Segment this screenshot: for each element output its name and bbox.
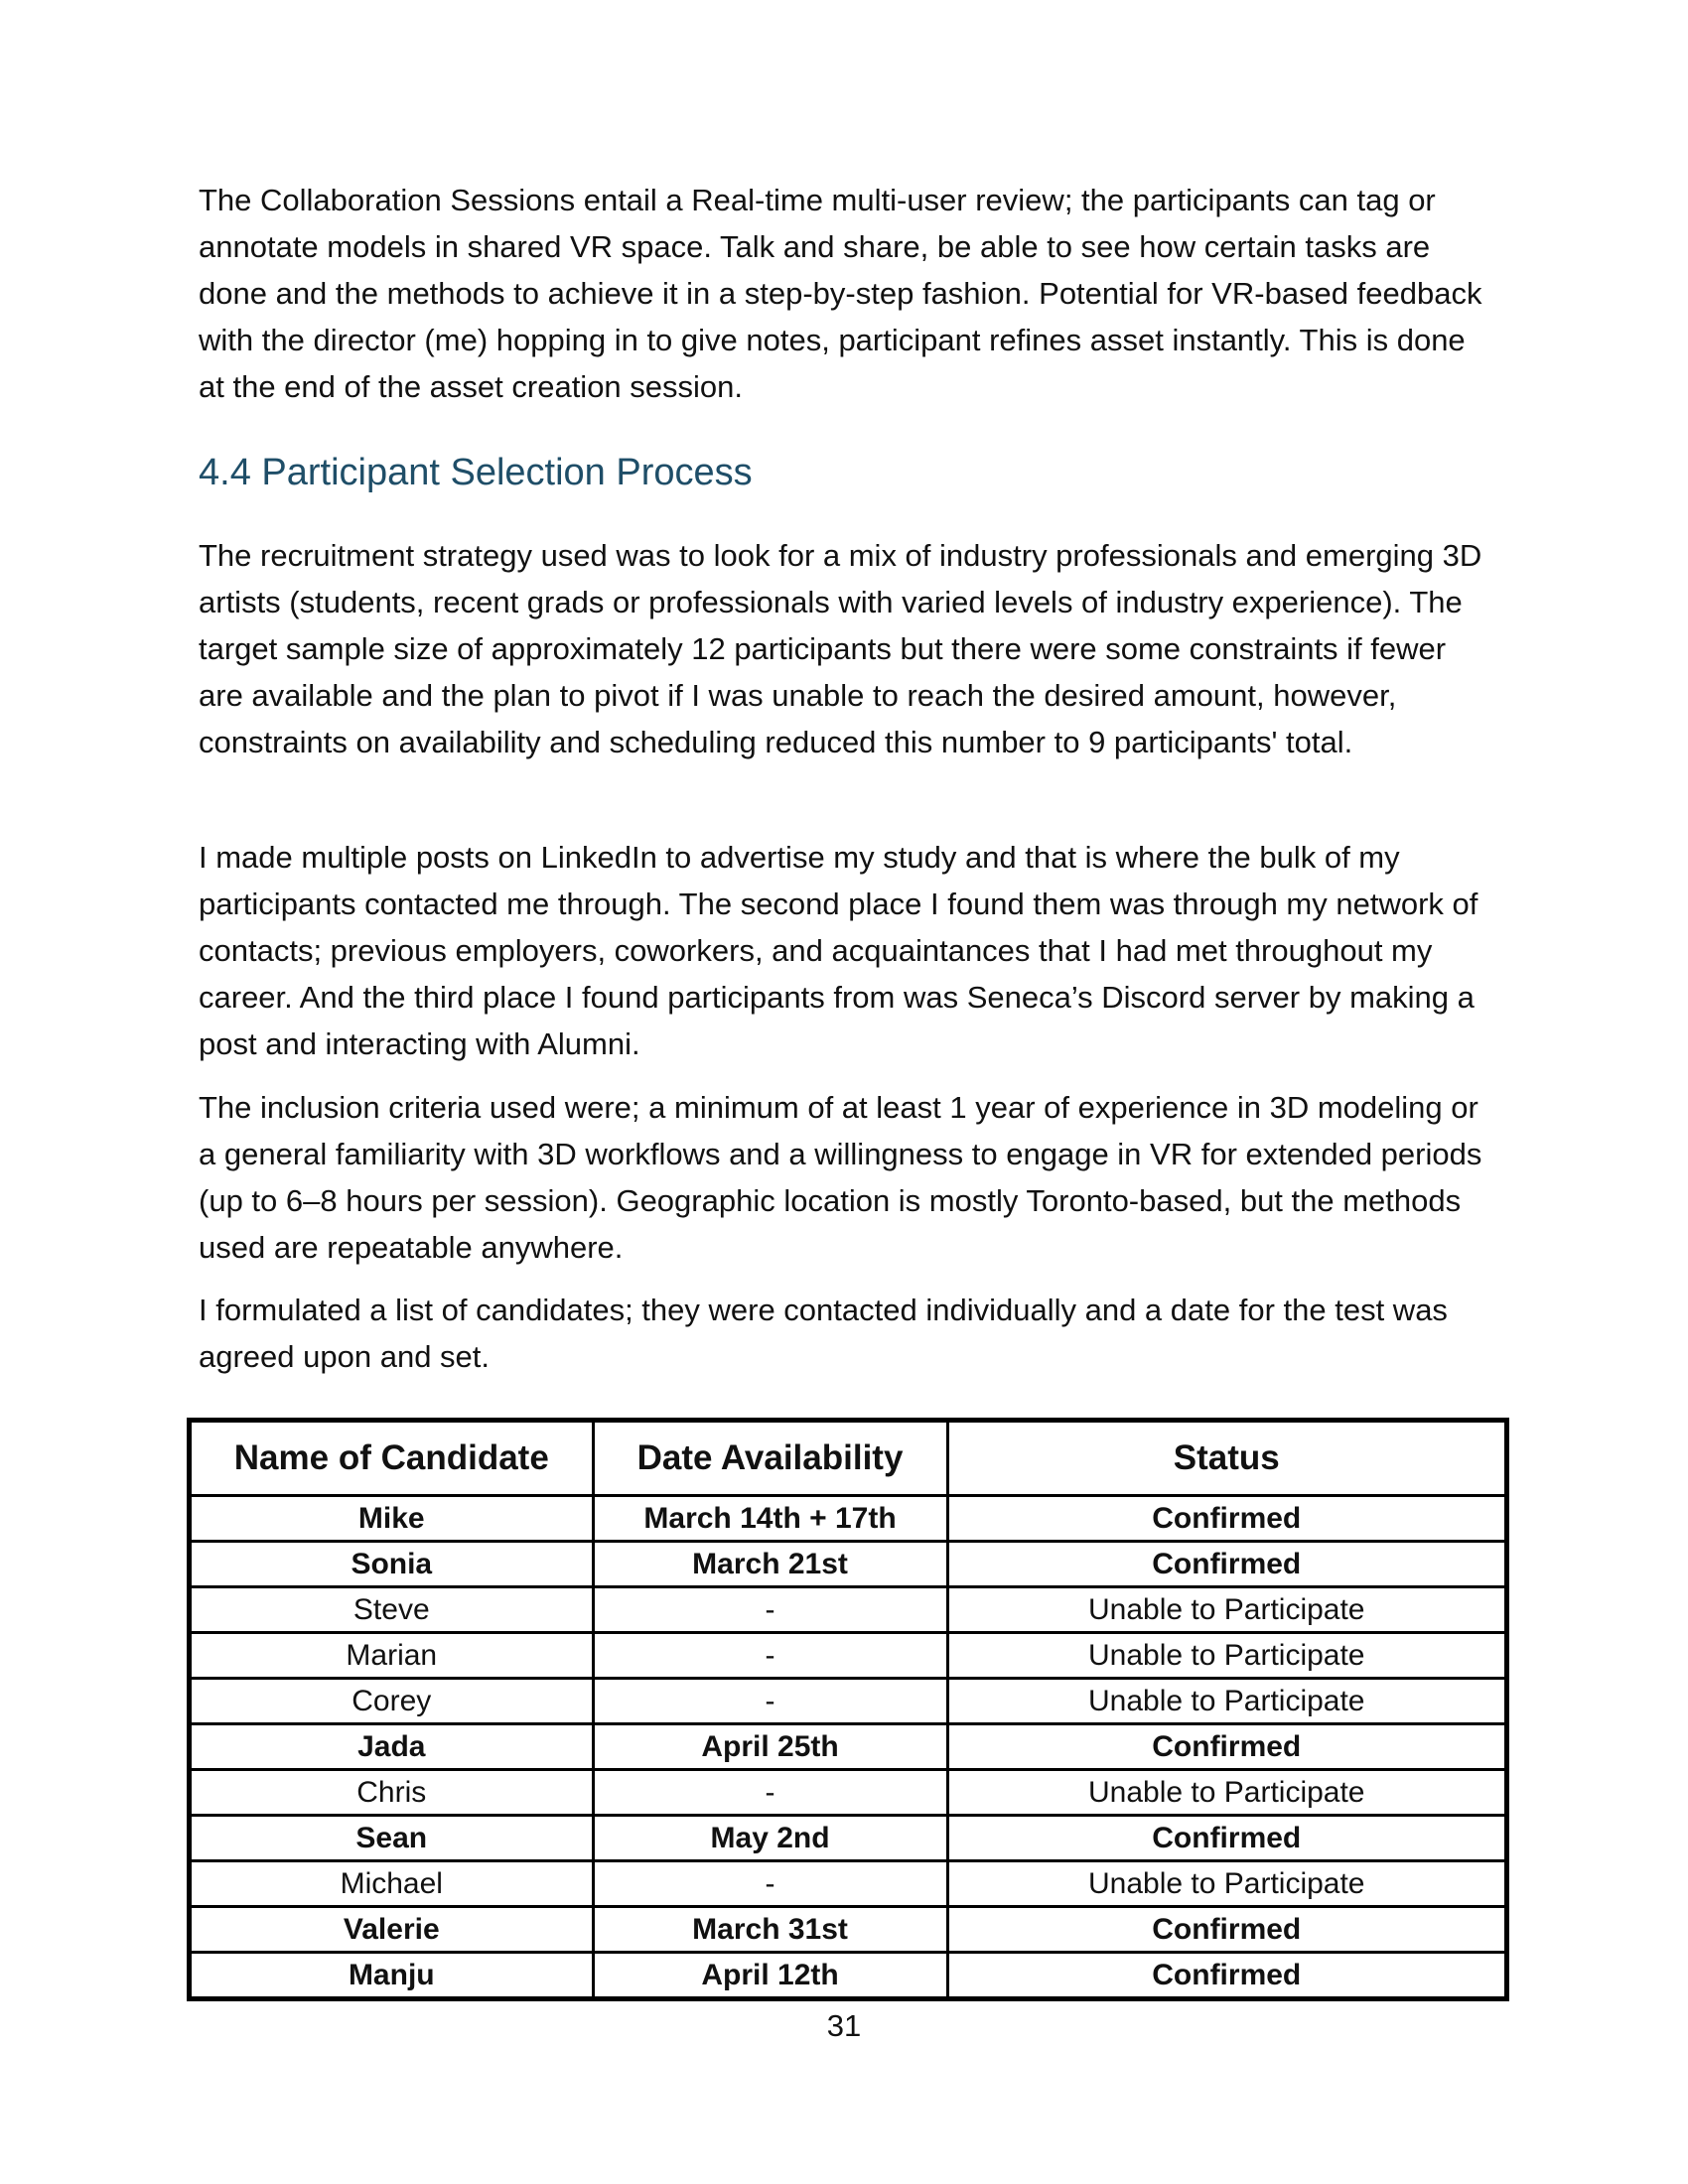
table-row xyxy=(190,1496,1507,1542)
cell-date: March 21st xyxy=(593,1542,947,1587)
cell-name: Manju xyxy=(190,1953,594,1999)
cell-date: - xyxy=(593,1770,947,1816)
cell-status: Unable to Participate xyxy=(947,1633,1507,1679)
table-row xyxy=(190,1587,1507,1633)
cell-name: Valerie xyxy=(190,1907,594,1953)
cell-status: Confirmed xyxy=(947,1907,1507,1953)
table-row xyxy=(190,1861,1507,1907)
paragraph-candidate-list: I formulated a list of candidates; they were contacted individually and a date for the test was agreed upon and set. xyxy=(199,1293,1448,1374)
cell-status: Unable to Participate xyxy=(947,1587,1507,1633)
table-header-row xyxy=(190,1421,1507,1496)
table-row xyxy=(190,1633,1507,1679)
paragraph-criteria: The inclusion criteria used were; a minimum of at least 1 year of experience in 3D modeling or a general familiarity with 3D workflows and a willingness to engage in VR for extended periods (up to 6–8 hours per session). Geographic location is mostly Toronto-based, but the methods used are repeatable anywhere. xyxy=(199,1090,1482,1265)
cell-date: March 14th + 17th xyxy=(593,1496,947,1542)
cell-date: - xyxy=(593,1587,947,1633)
table-row xyxy=(190,1679,1507,1724)
candidate-table xyxy=(187,1418,1509,2001)
header-name: Name of Candidate xyxy=(190,1421,594,1496)
paragraph-recruitment: The recruitment strategy used was to look for a mix of industry professionals and emerging 3D artists (students, recent grads or professionals with varied levels of industry experience). The target sample size of approximately 12 participants but there were some constraints if fewer are available and the plan to pivot if I was unable to reach the desired amount, however, constraints on availability and scheduling reduced this number to 9 participants' total. xyxy=(199,538,1482,759)
cell-name: Sonia xyxy=(190,1542,594,1587)
cell-status: Confirmed xyxy=(947,1816,1507,1861)
page-number: 31 xyxy=(826,2008,862,2043)
table-row xyxy=(190,1816,1507,1861)
table-row xyxy=(190,1542,1507,1587)
cell-date: May 2nd xyxy=(593,1816,947,1861)
document-page xyxy=(199,177,1489,1374)
cell-date: - xyxy=(593,1861,947,1907)
table-row xyxy=(190,1907,1507,1953)
header-date: Date Availability xyxy=(593,1421,947,1496)
section-heading: 4.4 Participant Selection Process xyxy=(199,452,753,493)
cell-status: Confirmed xyxy=(947,1724,1507,1770)
cell-date: March 31st xyxy=(593,1907,947,1953)
cell-name: Steve xyxy=(190,1587,594,1633)
cell-status: Unable to Participate xyxy=(947,1679,1507,1724)
table-row xyxy=(190,1770,1507,1816)
cell-date: - xyxy=(593,1679,947,1724)
cell-date: April 12th xyxy=(593,1953,947,1999)
cell-status: Confirmed xyxy=(947,1496,1507,1542)
cell-name: Corey xyxy=(190,1679,594,1724)
cell-status: Confirmed xyxy=(947,1953,1507,1999)
paragraph-collaboration: The Collaboration Sessions entail a Real-time multi-user review; the participants can tag or annotate models in shared VR space. Talk and share, be able to see how certain tasks are done and the methods to achieve it in a step-by-step fashion. Potential for VR-based feedback with the director (me) hopping in to give notes, participant refines asset instantly. This is done at the end of the asset creation session. xyxy=(199,183,1482,404)
cell-name: Chris xyxy=(190,1770,594,1816)
cell-name: Jada xyxy=(190,1724,594,1770)
paragraph-posts: I made multiple posts on LinkedIn to advertise my study and that is where the bulk of my participants contacted me through. The second place I found them was through my network of contacts; previous employers, coworkers, and acquaintances that I had met throughout my career. And the third place I found participants from was Seneca’s Discord server by making a post and interacting with Alumni. xyxy=(199,840,1478,1061)
cell-name: Michael xyxy=(190,1861,594,1907)
cell-name: Mike xyxy=(190,1496,594,1542)
cell-date: April 25th xyxy=(593,1724,947,1770)
header-status: Status xyxy=(947,1421,1507,1496)
table-row xyxy=(190,1724,1507,1770)
cell-status: Confirmed xyxy=(947,1542,1507,1587)
cell-name: Marian xyxy=(190,1633,594,1679)
table-row xyxy=(190,1953,1507,1999)
cell-name: Sean xyxy=(190,1816,594,1861)
cell-date: - xyxy=(593,1633,947,1679)
cell-status: Unable to Participate xyxy=(947,1770,1507,1816)
cell-status: Unable to Participate xyxy=(947,1861,1507,1907)
